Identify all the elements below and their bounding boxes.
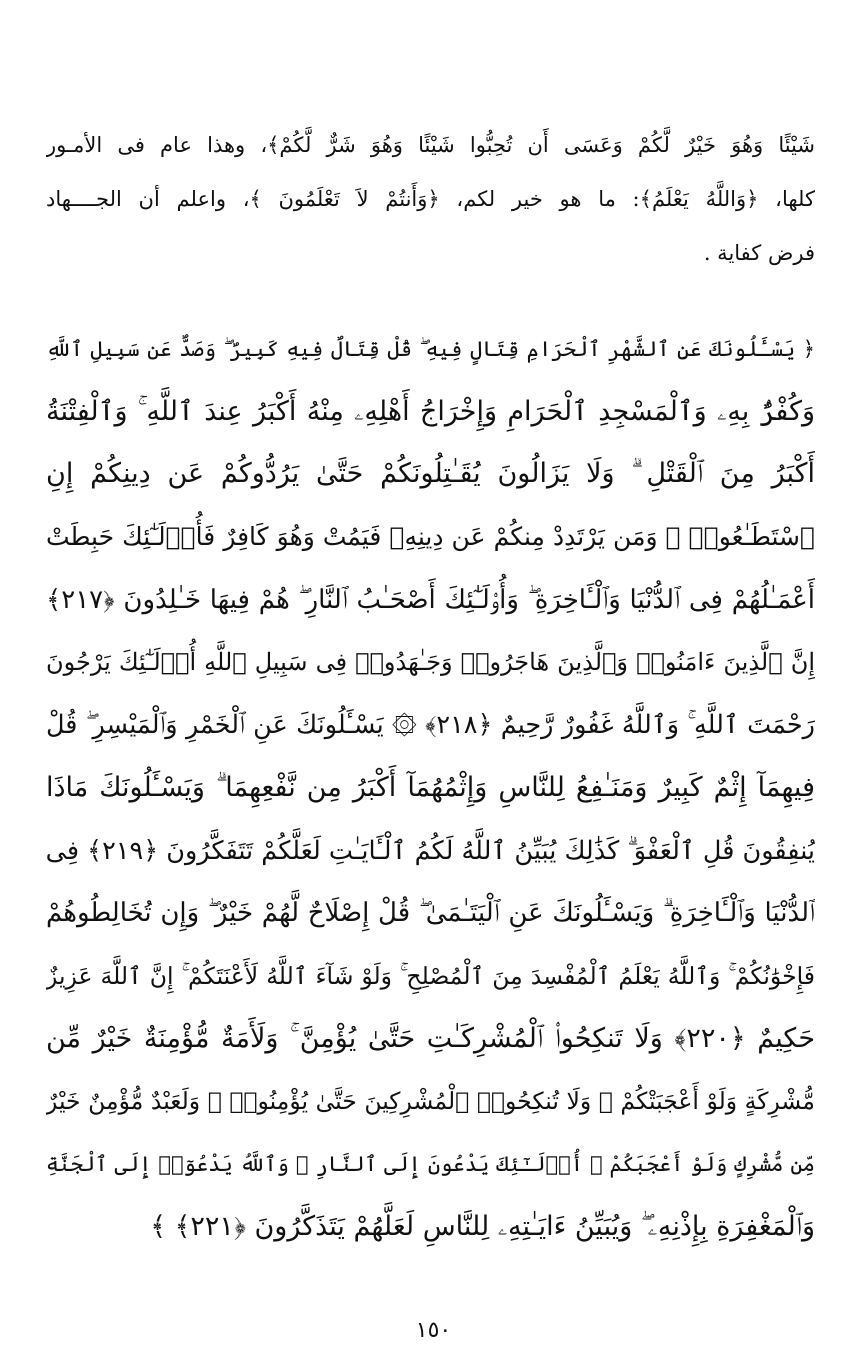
verse-line: مُّشْرِكَةٍ وَلَوْ أَعْجَبَتْكُمْ ۗ وَلَا تُنكِحُوا۟ ٱلْمُشْرِكِينَ حَتَّىٰ يُؤْمِنُوا۟ ۚ وَلَعَبْدٌ مُّؤْمِنٌ خَيْرٌ — [46, 1087, 815, 1116]
verse-line: ﴿ يَسْـَٔلُونَكَ عَنِ ٱلشَّهْرِ ٱلْحَرَامِ قِتَالٍ فِيهِ ۖ قُلْ قِتَالٌ فِيهِ كَبِيرٌ ۖ وَصَدٌّ عَن سَبِيلِ ٱللَّهِ — [46, 337, 815, 361]
commentary-paragraph — [46, 118, 815, 280]
page-number: ١٥٠ — [415, 1318, 452, 1343]
verse-line: حَكِيمٌ ﴿٢٢٠﴾ وَلَا تَنكِحُوا۟ ٱلْمُشْرِكَـٰتِ حَتَّىٰ يُؤْمِنَّ ۚ وَلَأَمَةٌ مُّؤْمِنَةٌ خَيْرٌ مِّن — [46, 1022, 815, 1054]
verse-line: وَٱلْمَغْفِرَةِ بِإِذْنِهِۦ ۖ وَيُبَيِّنُ ءَايَـٰتِهِۦ لِلنَّاسِ لَعَلَّهُمْ يَتَذَكَّرُونَ ﴿٢٢١﴾ ﴾ — [150, 1210, 815, 1242]
verse-line: ٱلدُّنْيَا وَٱلْـَٔاخِرَةِ ۗ وَيَسْـَٔلُونَكَ عَنِ ٱلْيَتَـٰمَىٰ ۖ قُلْ إِصْلَاحٌ لَّهُمْ خَيْرٌ ۖ وَإِن تُخَالِطُوهُمْ — [46, 898, 815, 929]
commentary-line: كلها، ﴿وَاللَّهُ يَعْلَمُ﴾: ما هو خير لكم، ﴿وَأَنتُمْ لاَ تَعْلَمُونَ ﴾، واعلم أن الجــــهاد — [46, 187, 815, 211]
verse-line: أَكْبَرُ مِنَ ٱلْقَتْلِ ۗ وَلَا يَزَالُونَ يُقَـٰتِلُونَكُمْ حَتَّىٰ يَرُدُّوكُمْ عَن دِينِكُمْ إِنِ — [46, 458, 815, 490]
verse-line: وَكُفْرٌۢ بِهِۦ وَٱلْمَسْجِدِ ٱلْحَرَامِ وَإِخْرَاجُ أَهْلِهِۦ مِنْهُ أَكْبَرُ عِندَ ٱللَّهِ ۚ وَٱلْفِتْنَةُ — [46, 395, 815, 427]
commentary-line: فرض كفاية . — [703, 241, 815, 265]
quran-verses-block — [46, 318, 815, 1258]
verse-line: فِيهِمَآ إِثْمٌ كَبِيرٌ وَمَنَـٰفِعُ لِلنَّاسِ وَإِثْمُهُمَآ أَكْبَرُ مِن نَّفْعِهِمَا ۗ وَيَسْـَٔلُونَكَ مَاذَا — [46, 771, 815, 803]
verse-line: أَعْمَـٰلُهُمْ فِى ٱلدُّنْيَا وَٱلْـَٔاخِرَةِ ۖ وَأُو۟لَـٰٓئِكَ أَصْحَـٰبُ ٱلنَّارِ ۖ هُمْ فِيهَا خَـٰلِدُونَ ﴿٢١٧﴾ — [46, 584, 815, 615]
verse-line: فَإِخْوَٰنُكُمْ ۚ وَٱللَّهُ يَعْلَمُ ٱلْمُفْسِدَ مِنَ ٱلْمُصْلِحِ ۚ وَلَوْ شَآءَ ٱللَّهُ لَأَعْنَتَكُمْ ۚ إِنَّ ٱللَّهَ عَزِيزٌ — [46, 961, 815, 990]
verse-line: رَحْمَتَ ٱللَّهِ ۚ وَٱللَّهُ غَفُورٌ رَّحِيمٌ ﴿٢١٨﴾ ۞ يَسْـَٔلُونَكَ عَنِ ٱلْخَمْرِ وَٱلْمَيْسِرِ ۖ قُلْ — [46, 710, 815, 741]
verse-line: ٱسْتَطَـٰعُوا۟ ۚ وَمَن يَرْتَدِدْ مِنكُمْ عَن دِينِهِۦ فَيَمُتْ وَهُوَ كَافِرٌ فَأُو۟لَـٰٓئِكَ حَبِطَتْ — [46, 522, 815, 552]
verse-line: إِنَّ ٱلَّذِينَ ءَامَنُوا۟ وَٱلَّذِينَ هَاجَرُوا۟ وَجَـٰهَدُوا۟ فِى سَبِيلِ ٱللَّهِ أُو۟لَـٰٓئِكَ يَرْجُونَ — [46, 648, 815, 677]
verse-line: مِّن مُّشْرِكٍ وَلَوْ أَعْجَبَكُمْ ۗ أُو۟لَـٰٓئِكَ يَدْعُونَ إِلَى ٱلنَّارِ ۖ وَٱللَّهُ يَدْعُوٓا۟ إِلَى ٱلْجَنَّةِ — [46, 1151, 815, 1176]
commentary-line: شَيْئًا وَهُوَ خَيْرٌ لَّكُمْ وَعَسَى أَن تُحِبُّوا شَيْئًا وَهُوَ شَرٌّ لَّكُمْ﴾، وهذا عام فى الأمـور — [46, 133, 815, 157]
verse-line: يُنفِقُونَ قُلِ ٱلْعَفْوَ ۗ كَذَٰلِكَ يُبَيِّنُ ٱللَّهُ لَكُمُ ٱلْـَٔايَـٰتِ لَعَلَّكُمْ تَتَفَكَّرُونَ ﴿٢١٩﴾ فِى — [46, 835, 815, 866]
